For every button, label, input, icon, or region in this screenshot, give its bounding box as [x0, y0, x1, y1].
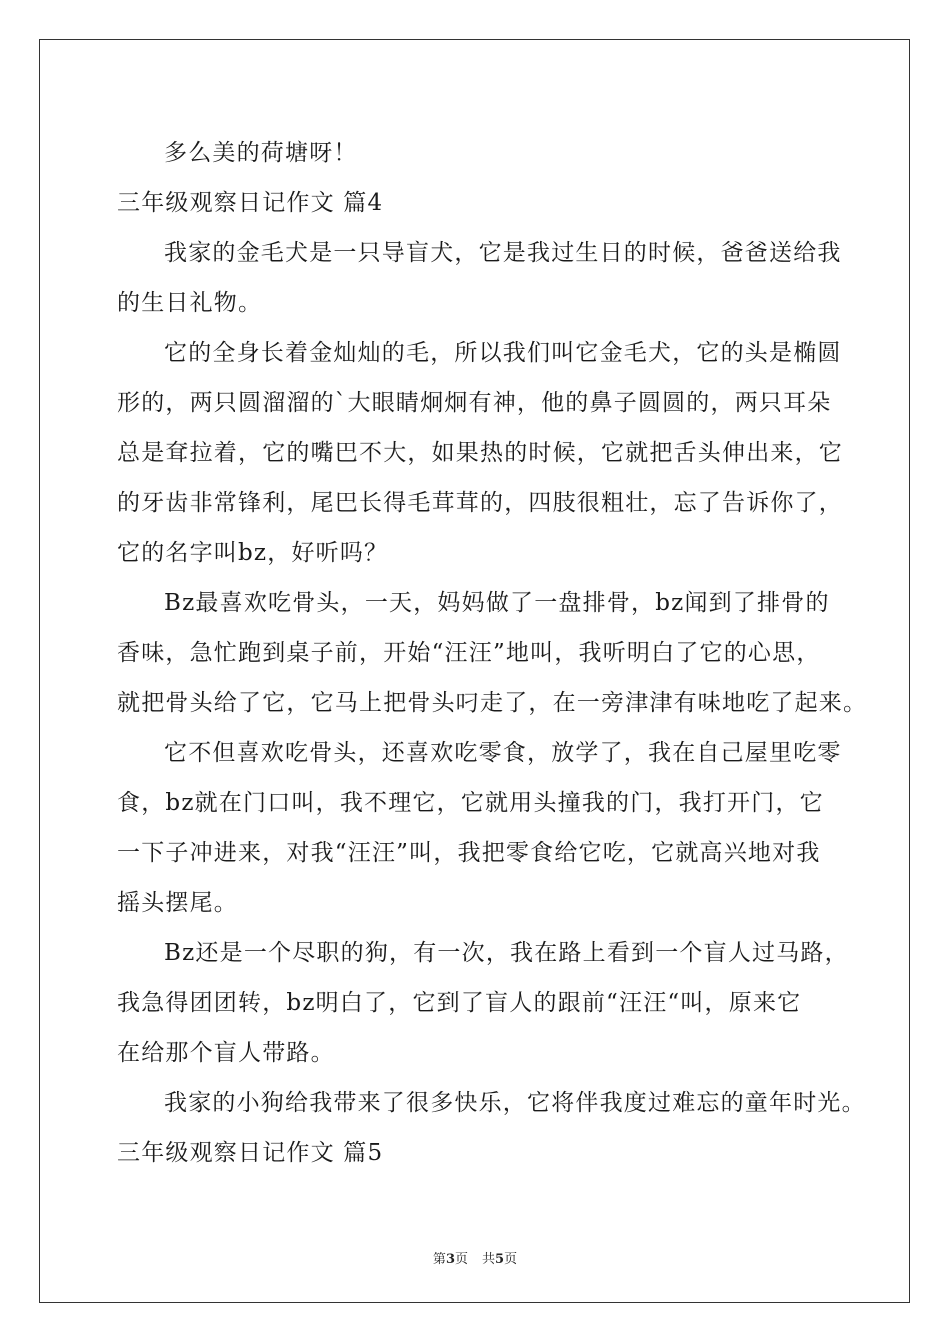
section-heading: 三年级观察日记作文 篇4 — [117, 190, 384, 216]
paragraph-line: 它的全身长着金灿灿的毛，所以我们叫它金毛犬，它的头是椭圆 — [164, 340, 842, 366]
total-page-count: 5 — [495, 1252, 505, 1267]
page-suffix: 页 — [454, 1252, 468, 1267]
paragraph-line: 我家的金毛犬是一只导盲犬，它是我过生日的时候，爸爸送给我 — [164, 240, 842, 266]
paragraph-line: 一下子冲进来，对我“汪汪”叫，我把零食给它吃，它就高兴地对我 — [117, 840, 821, 866]
paragraph-line: 香味，急忙跑到桌子前，开始“汪汪”地叫，我听明白了它的心思， — [117, 640, 821, 666]
paragraph-line: 形的，两只圆溜溜的`大眼睛炯炯有神，他的鼻子圆圆的，两只耳朵 — [117, 390, 832, 416]
paragraph-line: 它的名字叫bz，好听吗？ — [117, 540, 389, 566]
paragraph-line: Bz最喜欢吃骨头，一天，妈妈做了一盘排骨，bz闻到了排骨的 — [164, 590, 830, 616]
paragraph-line: 多么美的荷塘呀！ — [164, 140, 358, 166]
page-footer — [0, 1248, 950, 1267]
document-body — [117, 128, 868, 1178]
page-prefix: 第 — [432, 1252, 446, 1267]
paragraph-line: 我急得团团转，bz明白了，它到了盲人的跟前“汪汪“叫，原来它 — [117, 990, 802, 1016]
paragraph-line: 就把骨头给了它，它马上把骨头叼走了，在一旁津津有味地吃了起来。 — [117, 690, 868, 716]
paragraph-line: 食，bz就在门口叫，我不理它，它就用头撞我的门，我打开门，它 — [117, 790, 824, 816]
total-suffix: 页 — [504, 1252, 518, 1267]
paragraph-line: 的牙齿非常锋利，尾巴长得毛茸茸的，四肢很粗壮，忘了告诉你了， — [117, 490, 843, 516]
current-page-number: 3 — [445, 1252, 455, 1267]
paragraph-line: 摇头摆尾。 — [117, 890, 238, 916]
total-prefix: 共 — [482, 1252, 496, 1267]
section-heading: 三年级观察日记作文 篇5 — [117, 1140, 384, 1166]
paragraph-line: 总是耷拉着，它的嘴巴不大，如果热的时候，它就把舌头伸出来，它 — [117, 440, 843, 466]
paragraph-line: 的生日礼物。 — [117, 290, 263, 316]
paragraph-line: 我家的小狗给我带来了很多快乐，它将伴我度过难忘的童年时光。 — [164, 1090, 866, 1116]
paragraph-line: 它不但喜欢吃骨头，还喜欢吃零食，放学了，我在自己屋里吃零 — [164, 740, 842, 766]
paragraph-line: Bz还是一个尽职的狗，有一次，我在路上看到一个盲人过马路， — [164, 940, 849, 966]
paragraph-line: 在给那个盲人带路。 — [117, 1040, 335, 1066]
